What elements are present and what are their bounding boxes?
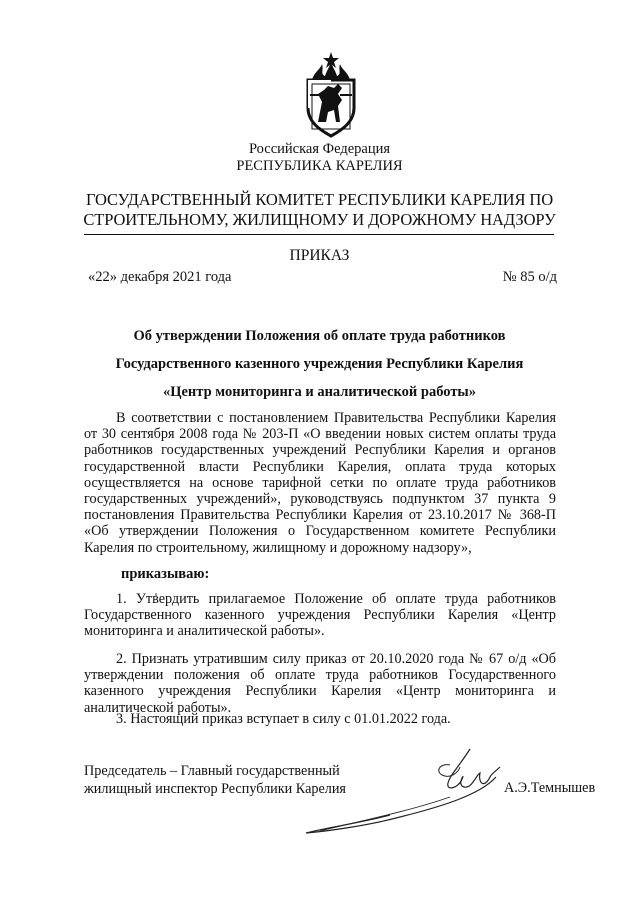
committee-line-2: СТРОИТЕЛЬНОМУ, ЖИЛИЩНОМУ И ДОРОЖНОМУ НАДЗОРУ	[83, 210, 556, 229]
order-item-1: 1. Утвердить прилагаемое Положение об оплате труда работников Государственного казенного учреждения Республики Карелия «Центр мониторинга и аналитической работы».	[84, 591, 556, 640]
preamble-paragraph: В соответствии с постановлением Правительства Республики Карелия от 30 сентября 2008 года № 203-П «О введении новых систем оплаты труда работников государственных учреждений Республики Карелия и органов государственной власти Республики Карелия, оплата труда которых осуществляется на основе тарифной сетки по оплате труда работников государственных учреждений», руководствуясь подпунктом 37 пункта 9 постановления Правительства Республики Карелия от 23.10.2017 № 368-П «Об утверждении Положения о Государственном комитете Республики Карелия по строительному, жилищному и дорожному надзору»,	[84, 410, 556, 556]
country-name: Российская Федерация	[248, 141, 391, 157]
order-title: ПРИКАЗ	[289, 247, 350, 264]
committee-line-1: ГОСУДАРСТВЕННЫЙ КОМИТЕТ РЕСПУБЛИКИ КАРЕЛИЯ ПО	[85, 190, 554, 209]
signer-position-line-1: Председатель – Главный государственный	[84, 763, 340, 779]
signer-position-line-2: жилищный инспектор Республики Карелия	[84, 781, 346, 797]
order-word: приказываю:	[121, 566, 210, 582]
handwritten-signature	[300, 745, 530, 840]
order-item-3: 3. Настоящий приказ вступает в силу с 01.01.2022 года.	[116, 711, 451, 727]
subject-line-2: Государственного казенного учреждения Республики Карелия	[115, 356, 524, 372]
header-divider	[84, 234, 554, 235]
order-item-2: 2. Признать утратившим силу приказ от 20.10.2020 года № 67 о/д «Об утверждении положения об оплате труда работников Государственного казенного учреждения Республики Карелия «Центр мониторинга и аналитической работы».	[84, 651, 556, 716]
subject-line-1: Об утверждении Положения об оплате труда работников	[133, 328, 506, 344]
karelia-coat-of-arms-icon	[298, 50, 364, 138]
signer-name: А.Э.Темнышев	[504, 780, 596, 796]
order-number: № 85 о/д	[502, 269, 557, 285]
subject-line-3: «Центр мониторинга и аналитической работы»	[162, 384, 477, 400]
committee-header	[0, 190, 639, 230]
order-date: «22» декабря 2021 года	[88, 269, 232, 285]
order-subject	[0, 322, 639, 406]
country-header	[0, 141, 639, 175]
republic-name: РЕСПУБЛИКА КАРЕЛИЯ	[236, 158, 403, 174]
